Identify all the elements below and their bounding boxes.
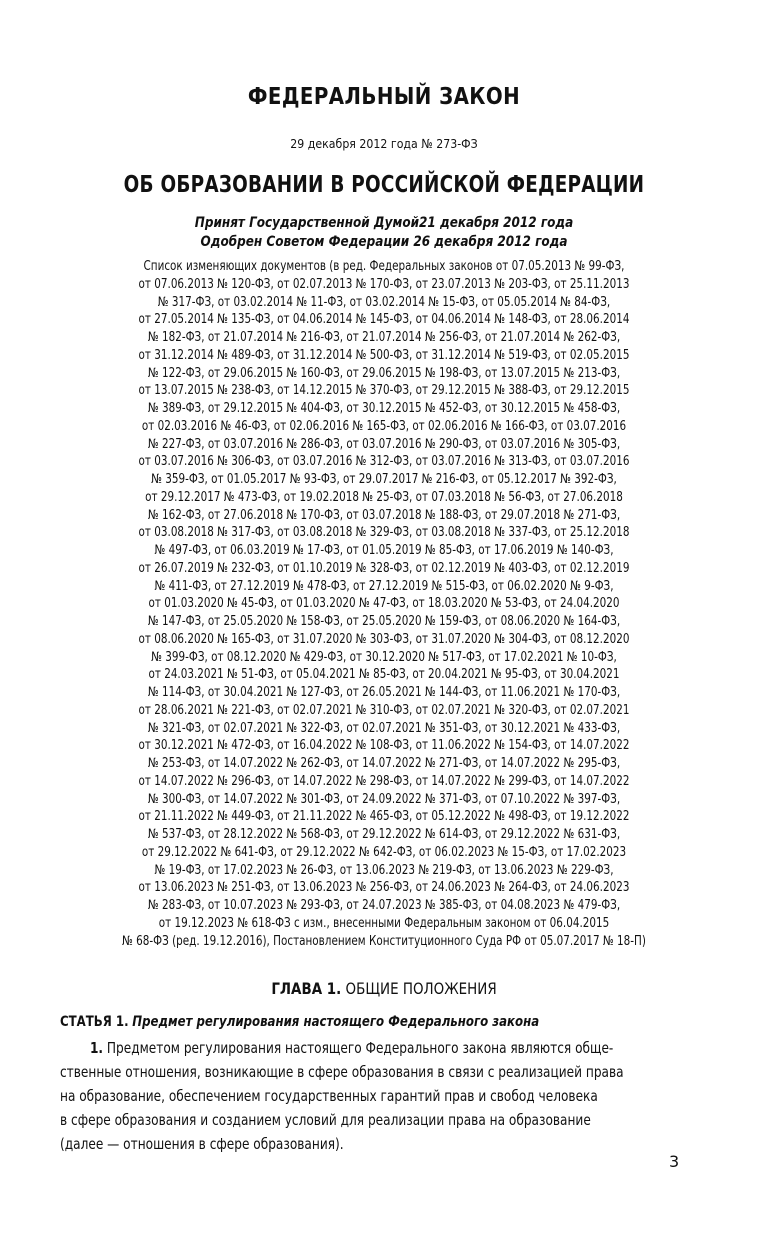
adoption-duma-line: Принят Государственной Думой21 декабря 2012 года	[194, 215, 574, 231]
amendment-line: Список изменяющих документов (в ред. Федеральных законов от 07.05.2013 № 99-ФЗ,	[143, 259, 625, 274]
amendment-line: от 01.03.2020 № 45-ФЗ, от 01.03.2020 № 47-ФЗ, от 18.03.2020 № 53-ФЗ, от 24.04.2020	[148, 596, 620, 612]
amendment-line: № 68-ФЗ (ред. 19.12.2016), Постановлением Конституционного Суда РФ от 05.07.2017 № 18-П)	[122, 933, 646, 949]
amendment-line: от 29.12.2022 № 641-ФЗ, от 29.12.2022 № 642-ФЗ, от 06.02.2023 № 15-ФЗ, от 17.02.2023	[141, 844, 627, 860]
amendments-list	[0, 258, 768, 950]
amendment-line: от 29.12.2017 № 473-ФЗ, от 19.02.2018 № 25-ФЗ, от 07.03.2018 № 56-ФЗ, от 27.06.2018	[145, 489, 623, 505]
law-title: ФЕДЕРАЛЬНЫЙ ЗАКОН	[247, 84, 521, 110]
article-number: СТАТЬЯ 1.	[60, 1014, 129, 1030]
amendment-line: от 07.06.2013 № 120-ФЗ, от 02.07.2013 № 170-ФЗ, от 23.07.2013 № 203-ФЗ, от 25.11.2013	[138, 276, 630, 292]
paragraph-line: на образование, обеспечением государственных гарантий прав и свобод человека	[60, 1087, 598, 1105]
chapter-number: ГЛАВА 1.	[271, 979, 342, 998]
paragraph-line: ственные отношения, возникающие в сфере образования в связи с реализацией права	[60, 1063, 624, 1081]
amendment-line: № 497-ФЗ, от 06.03.2019 № 17-ФЗ, от 01.05.2019 № 85-ФЗ, от 17.06.2019 № 140-ФЗ,	[154, 543, 614, 558]
amendment-line: № 389-ФЗ, от 29.12.2015 № 404-ФЗ, от 30.12.2015 № 452-ФЗ, от 30.12.2015 № 458-ФЗ,	[147, 401, 621, 416]
page-number: 3	[669, 1152, 680, 1171]
amendment-line: от 13.06.2023 № 251-ФЗ, от 13.06.2023 № 256-ФЗ, от 24.06.2023 № 264-ФЗ, от 24.06.2023	[138, 880, 630, 896]
law-date-number: 29 декабря 2012 года № 273-ФЗ	[290, 136, 478, 151]
amendment-line: № 19-ФЗ, от 17.02.2023 № 26-ФЗ, от 13.06.2023 № 219-ФЗ, от 13.06.2023 № 229-ФЗ,	[154, 862, 614, 878]
amendment-line: от 28.06.2021 № 221-ФЗ, от 02.07.2021 № 310-ФЗ, от 02.07.2021 № 320-ФЗ, от 02.07.2021	[138, 702, 630, 718]
article-heading	[60, 1014, 539, 1030]
amendment-line: № 227-ФЗ, от 03.07.2016 № 286-ФЗ, от 03.07.2016 № 290-ФЗ, от 03.07.2016 № 305-ФЗ,	[147, 436, 621, 452]
law-subject: ОБ ОБРАЗОВАНИИ В РОССИЙСКОЙ ФЕДЕРАЦИИ	[123, 172, 645, 198]
amendment-line: № 147-ФЗ, от 25.05.2020 № 158-ФЗ, от 25.05.2020 № 159-ФЗ, от 08.06.2020 № 164-ФЗ,	[147, 614, 621, 629]
amendment-line: № 162-ФЗ, от 27.06.2018 № 170-ФЗ, от 03.07.2018 № 188-ФЗ, от 29.07.2018 № 271-ФЗ,	[147, 507, 621, 523]
amendment-line: от 24.03.2021 № 51-ФЗ, от 05.04.2021 № 85-ФЗ, от 20.04.2021 № 95-ФЗ, от 30.04.2021	[148, 667, 620, 683]
amendment-line: № 114-ФЗ, от 30.04.2021 № 127-ФЗ, от 26.05.2021 № 144-ФЗ, от 11.06.2021 № 170-ФЗ,	[147, 685, 621, 700]
amendment-line: от 08.06.2020 № 165-ФЗ, от 31.07.2020 № 303-ФЗ, от 31.07.2020 № 304-ФЗ, от 08.12.2020	[138, 631, 630, 647]
paragraph-number: 1.	[89, 1039, 104, 1057]
amendment-line: № 182-ФЗ, от 21.07.2014 № 216-ФЗ, от 21.07.2014 № 256-ФЗ, от 21.07.2014 № 262-ФЗ,	[147, 330, 621, 345]
amendment-line: от 03.07.2016 № 306-ФЗ, от 03.07.2016 № 312-ФЗ, от 03.07.2016 № 313-ФЗ, от 03.07.2016	[138, 454, 630, 470]
paragraph-line	[60, 1036, 614, 1060]
article-title: Предмет регулирования настоящего Федерального закона	[132, 1014, 540, 1030]
amendment-line: № 253-ФЗ, от 14.07.2022 № 262-ФЗ, от 14.07.2022 № 271-ФЗ, от 14.07.2022 № 295-ФЗ,	[147, 756, 621, 771]
amendment-line: от 31.12.2014 № 489-ФЗ, от 31.12.2014 № 500-ФЗ, от 31.12.2014 № 519-ФЗ, от 02.05.2015	[138, 347, 630, 363]
amendment-line: № 321-ФЗ, от 02.07.2021 № 322-ФЗ, от 02.07.2021 № 351-ФЗ, от 30.12.2021 № 433-ФЗ,	[147, 720, 621, 736]
amendment-line: от 02.03.2016 № 46-ФЗ, от 02.06.2016 № 165-ФЗ, от 02.06.2016 № 166-ФЗ, от 03.07.2016	[141, 418, 627, 434]
paragraph-line: в сфере образования и созданием условий для реализации права на образование	[60, 1111, 591, 1129]
adoption-council-line: Одобрен Советом Федерации 26 декабря 2012 года	[200, 234, 568, 250]
amendment-line: от 14.07.2022 № 296-ФЗ, от 14.07.2022 № 298-ФЗ, от 14.07.2022 № 299-ФЗ, от 14.07.2022	[138, 773, 630, 789]
paragraph-line-text: Предметом регулирования настоящего Федерального закона являются обще-	[106, 1039, 614, 1057]
chapter-title: ОБЩИЕ ПОЛОЖЕНИЯ	[345, 979, 497, 998]
amendment-line: от 13.07.2015 № 238-ФЗ, от 14.12.2015 № 370-ФЗ, от 29.12.2015 № 388-ФЗ, от 29.12.2015	[138, 383, 630, 399]
amendment-line: № 399-ФЗ, от 08.12.2020 № 429-ФЗ, от 30.12.2020 № 517-ФЗ, от 17.02.2021 № 10-ФЗ,	[151, 649, 617, 665]
amendment-line: от 27.05.2014 № 135-ФЗ, от 04.06.2014 № 145-ФЗ, от 04.06.2014 № 148-ФЗ, от 28.06.2014	[138, 312, 630, 328]
chapter-heading	[61, 979, 706, 998]
adoption-info	[54, 214, 714, 252]
amendment-line: № 359-ФЗ, от 01.05.2017 № 93-ФЗ, от 29.07.2017 № 216-ФЗ, от 05.12.2017 № 392-ФЗ,	[151, 472, 617, 487]
paragraph-line: (далее — отношения в сфере образования).	[60, 1135, 344, 1153]
amendment-line: № 283-ФЗ, от 10.07.2023 № 293-ФЗ, от 24.07.2023 № 385-ФЗ, от 04.08.2023 № 479-ФЗ,	[147, 898, 621, 913]
amendment-line: от 03.08.2018 № 317-ФЗ, от 03.08.2018 № 329-ФЗ, от 03.08.2018 № 337-ФЗ, от 25.12.2018	[138, 525, 630, 541]
amendment-line: № 300-ФЗ, от 14.07.2022 № 301-ФЗ, от 24.09.2022 № 371-ФЗ, от 07.10.2022 № 397-ФЗ,	[147, 791, 621, 807]
amendment-line: от 19.12.2023 № 618-ФЗ с изм., внесенными Федеральным законом от 06.04.2015	[158, 915, 610, 931]
amendment-line: от 26.07.2019 № 232-ФЗ, от 01.10.2019 № 328-ФЗ, от 02.12.2019 № 403-ФЗ, от 02.12.2019	[138, 560, 630, 576]
amendment-line: от 30.12.2021 № 472-ФЗ, от 16.04.2022 № 108-ФЗ, от 11.06.2022 № 154-ФЗ, от 14.07.2022	[138, 738, 630, 754]
amendment-line: от 21.11.2022 № 449-ФЗ, от 21.11.2022 № 465-ФЗ, от 05.12.2022 № 498-ФЗ, от 19.12.2022	[138, 809, 630, 825]
amendment-line: № 537-ФЗ, от 28.12.2022 № 568-ФЗ, от 29.12.2022 № 614-ФЗ, от 29.12.2022 № 631-ФЗ,	[147, 827, 621, 842]
article-paragraph	[60, 1036, 653, 1156]
amendment-line: № 317-ФЗ, от 03.02.2014 № 11-ФЗ, от 03.02.2014 № 15-ФЗ, от 05.05.2014 № 84-ФЗ,	[157, 294, 611, 310]
amendment-line: № 411-ФЗ, от 27.12.2019 № 478-ФЗ, от 27.12.2019 № 515-ФЗ, от 06.02.2020 № 9-ФЗ,	[154, 578, 614, 594]
amendment-line: № 122-ФЗ, от 29.06.2015 № 160-ФЗ, от 29.06.2015 № 198-ФЗ, от 13.07.2015 № 213-ФЗ,	[147, 365, 621, 381]
